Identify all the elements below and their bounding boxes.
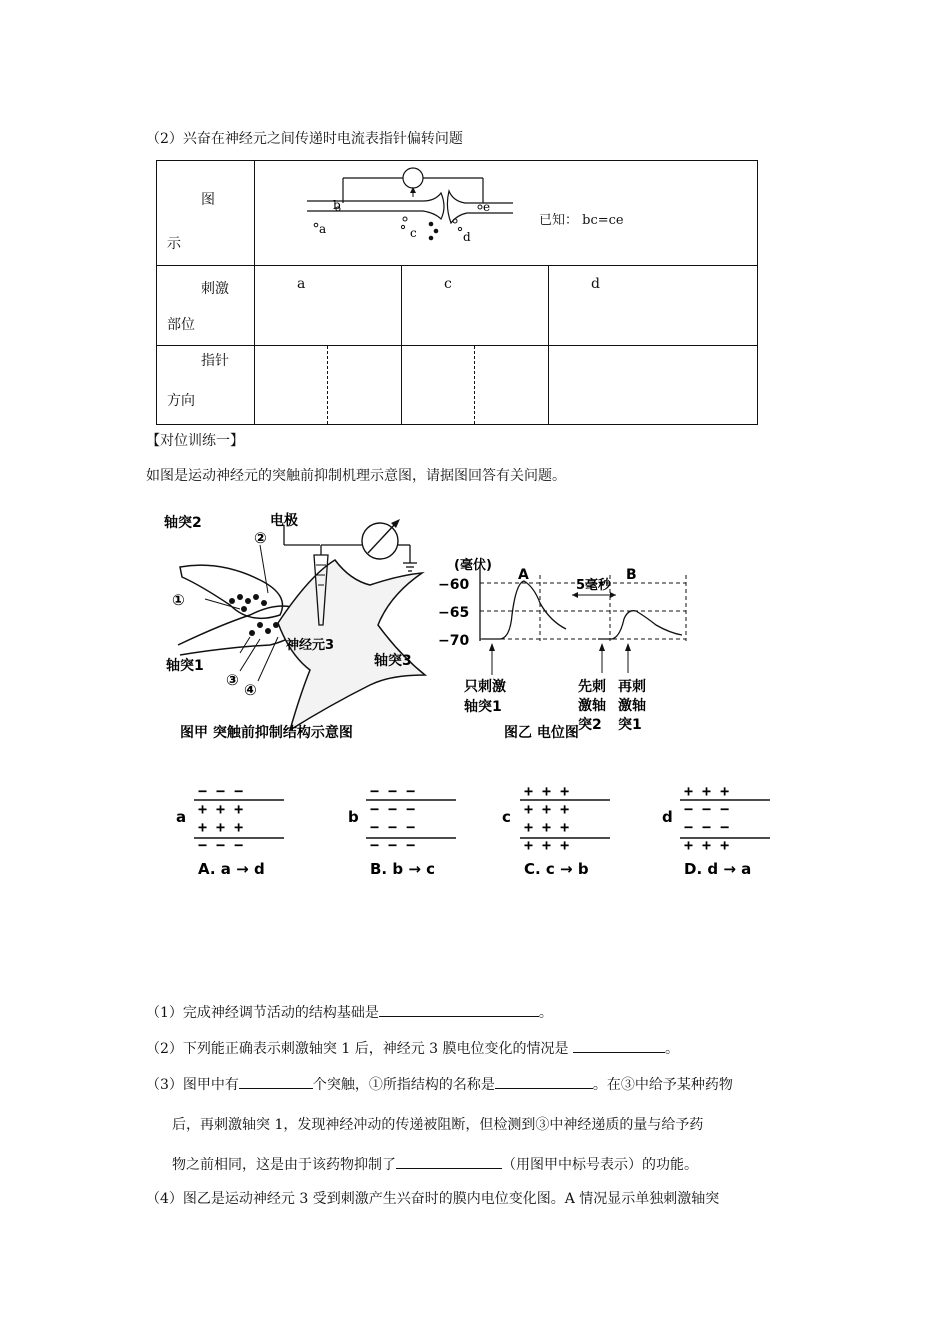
- charge-row: + + +: [198, 818, 244, 836]
- charge-row: + + +: [524, 818, 570, 836]
- question-4: （4）图乙是运动神经元 3 受到刺激产生兴奋时的膜内电位变化图。A 情况显示单独刺激轴突: [146, 1191, 720, 1207]
- axon3-label: 轴突3: [374, 653, 412, 669]
- charge-row: + + +: [684, 836, 730, 854]
- figure-yi: [430, 535, 700, 785]
- electrode-label: 电极: [270, 513, 298, 529]
- stim2-line1: 先刺: [578, 679, 606, 695]
- stim2-line2: 激轴: [578, 698, 606, 714]
- question-2: [146, 1038, 679, 1058]
- fig-jia-caption: 图甲 突触前抑制结构示意图: [180, 725, 353, 741]
- charge-row: + + +: [684, 782, 730, 800]
- intro-text: 如图是运动神经元的突触前抑制机理示意图，请据图回答有关问题。: [146, 468, 566, 484]
- option-letter: c: [502, 808, 511, 826]
- stim1-line2: 轴突1: [464, 699, 502, 715]
- label-c: c: [410, 226, 417, 240]
- q2-end: 。: [664, 1041, 679, 1057]
- q1-text: （1）完成神经调节活动的结构基础是: [146, 1005, 379, 1021]
- charge-row: + + +: [524, 782, 570, 800]
- q3-blank-3[interactable]: [396, 1154, 502, 1169]
- charge-row: − − −: [684, 800, 730, 818]
- marker-4: ④: [244, 681, 257, 699]
- stim3-line1: 再刺: [618, 679, 646, 695]
- label-a: a: [319, 222, 327, 236]
- charge-row: − − −: [370, 818, 416, 836]
- option-label: D. d → a: [684, 860, 752, 878]
- stim-cell-a: [255, 266, 402, 346]
- charge-row: − − −: [370, 836, 416, 854]
- stim-c: c: [444, 276, 452, 292]
- marker-2: ②: [254, 529, 267, 547]
- unit-label: (毫伏): [454, 558, 492, 573]
- q2-blank[interactable]: [573, 1038, 665, 1053]
- row1-header-line2: 示: [167, 236, 181, 252]
- q3-text-c: 。在③中给予某种药物: [592, 1077, 733, 1093]
- question-3-line2: 后，再刺激轴突 1，发现神经冲动的传递被阻断，但检测到③中神经递质的量与给予药: [172, 1117, 704, 1133]
- row-header-stimulus: [157, 266, 255, 346]
- marker-3: ③: [226, 671, 239, 689]
- tick-65: −65: [438, 605, 470, 621]
- option-d: [662, 782, 770, 878]
- interval-label: 5毫秒: [576, 578, 612, 593]
- option-a: [176, 782, 284, 878]
- direction-cell-d: [549, 346, 758, 425]
- charge-row: − − −: [198, 782, 244, 800]
- section2-title: （2）兴奋在神经元之间传递时电流表指针偏转问题: [146, 131, 463, 147]
- charge-row: − − −: [198, 836, 244, 854]
- direction-cell-a: [255, 346, 402, 425]
- option-letter: b: [348, 808, 359, 826]
- q2-text: （2）下列能正确表示刺激轴突 1 后，神经元 3 膜电位变化的情况是: [146, 1041, 573, 1057]
- label-d: d: [463, 230, 471, 244]
- q3-text-b: 个突触，①所指结构的名称是: [312, 1077, 495, 1093]
- stim3-line3: 突1: [618, 717, 642, 733]
- question-1: [146, 1002, 553, 1022]
- axon2-label: 轴突2: [164, 515, 202, 531]
- option-letter: a: [176, 808, 187, 826]
- option-label: B. b → c: [370, 860, 435, 878]
- charge-row: − − −: [370, 800, 416, 818]
- row-header-diagram: [157, 161, 255, 266]
- question-3-line1: [146, 1074, 733, 1094]
- row3-header-line1: 指针: [201, 353, 229, 369]
- peak-b: B: [626, 567, 637, 583]
- charge-row: + + +: [524, 836, 570, 854]
- option-label: C. c → b: [524, 860, 589, 878]
- tick-60: −60: [438, 577, 470, 593]
- marker-1: ①: [172, 591, 185, 609]
- row1-header-line1: 图: [201, 192, 215, 208]
- stim2-line3: 突2: [578, 717, 602, 733]
- charge-row: + + +: [524, 800, 570, 818]
- option-label: A. a → d: [198, 860, 265, 878]
- options-figure: [176, 780, 796, 880]
- option-b: [348, 782, 456, 878]
- question-3-line3: [172, 1154, 698, 1174]
- label-e: e: [483, 200, 491, 214]
- q3-line3-end: （用图甲中标号表示）的功能。: [502, 1157, 698, 1173]
- q3-blank-2[interactable]: [495, 1074, 593, 1089]
- q3-blank-1[interactable]: [239, 1074, 313, 1089]
- row2-header-line1: 刺激: [201, 281, 229, 297]
- stim1-line1: 只刺激: [464, 679, 506, 695]
- charge-row: − − −: [684, 818, 730, 836]
- stim-d: d: [591, 276, 600, 292]
- deflection-table: [156, 160, 758, 425]
- option-c: [502, 782, 610, 878]
- peak-a: A: [518, 567, 529, 583]
- neuron3-label: 神经元3: [286, 638, 335, 653]
- option-groups: [176, 782, 770, 878]
- axon1-label: 轴突1: [166, 658, 204, 674]
- stim-cell-c: [402, 266, 549, 346]
- diagram-cell: [255, 161, 758, 266]
- q1-blank[interactable]: [379, 1002, 539, 1017]
- charge-row: + + +: [198, 800, 244, 818]
- synapse-diagram: [255, 161, 760, 266]
- row-header-direction: [157, 346, 255, 425]
- label-b: b: [333, 198, 341, 212]
- known-condition: 已知： bc=ce: [539, 213, 624, 228]
- row2-header-line2: 部位: [167, 317, 195, 333]
- training-title: 【对位训练一】: [146, 433, 244, 449]
- row3-header-line2: 方向: [167, 393, 195, 409]
- q1-end: 。: [538, 1005, 553, 1021]
- q3-text-a: （3）图甲中有: [146, 1077, 239, 1093]
- tick-70: −70: [438, 633, 470, 649]
- stim3-line2: 激轴: [618, 698, 646, 714]
- direction-cell-c: [402, 346, 549, 425]
- fig-yi-caption: 图乙 电位图: [504, 725, 579, 741]
- stim-a: a: [297, 276, 306, 292]
- stim-cell-d: [549, 266, 758, 346]
- charge-row: − − −: [370, 782, 416, 800]
- figure-jia: [160, 505, 450, 755]
- option-letter: d: [662, 808, 673, 826]
- q3-line3-text: 物之前相同，这是由于该药物抑制了: [172, 1157, 396, 1173]
